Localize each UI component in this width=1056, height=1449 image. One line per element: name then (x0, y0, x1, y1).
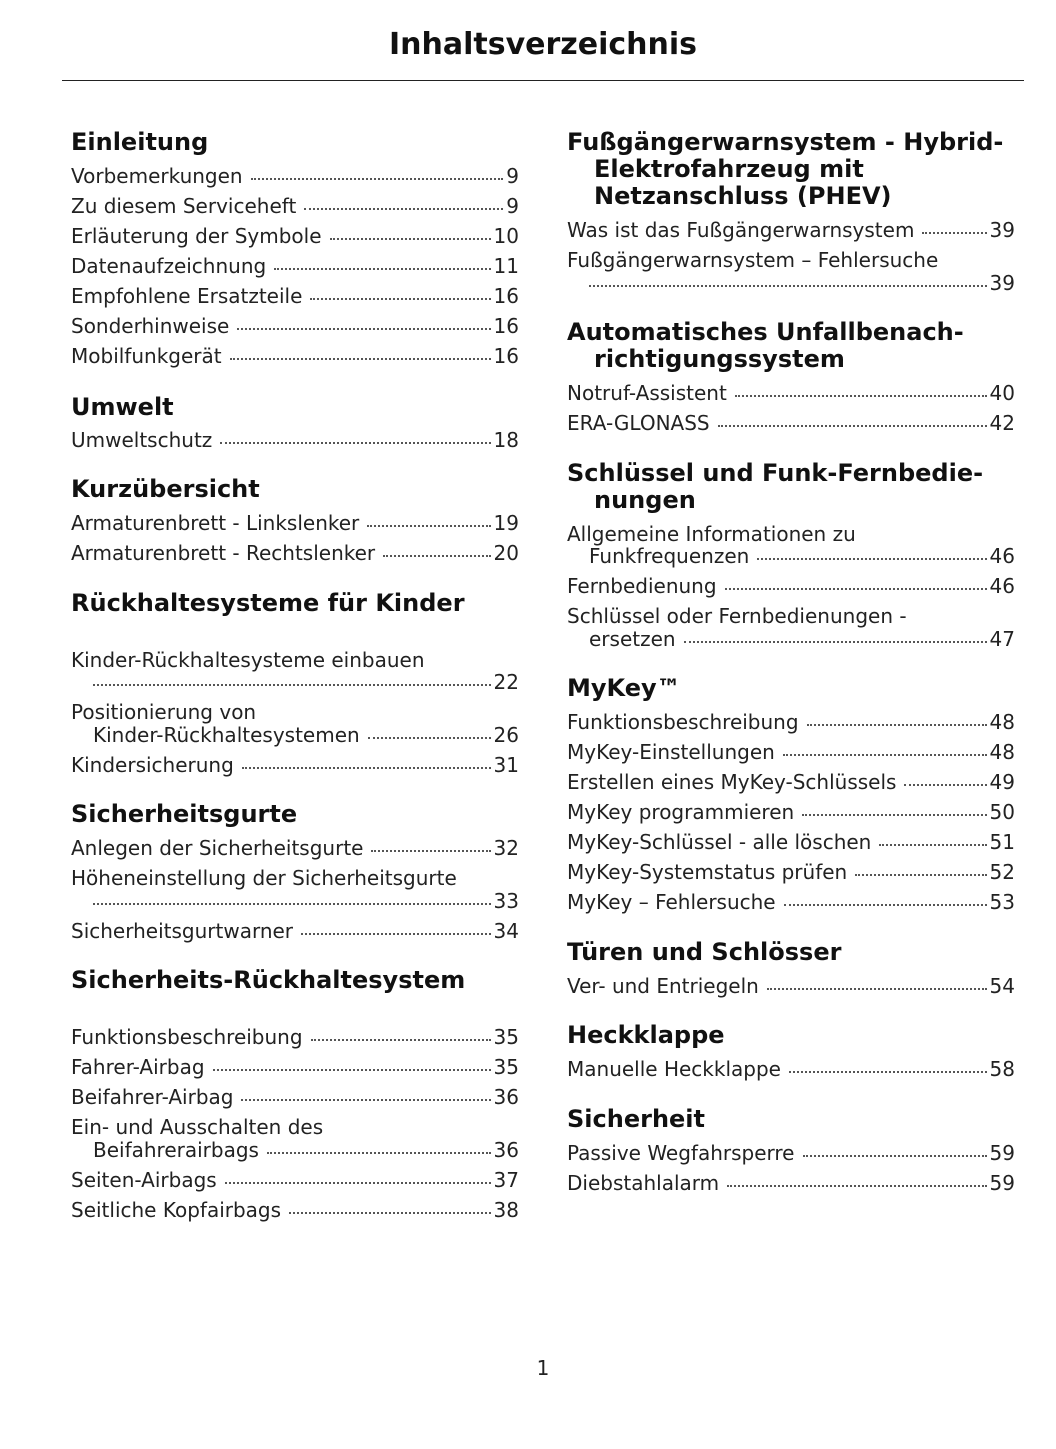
toc-entry[interactable] (567, 382, 1015, 405)
leader-dots (757, 558, 986, 560)
section-heading: Türen und Schlösser (567, 937, 842, 966)
leader-dots (922, 232, 986, 234)
toc-entry[interactable] (71, 649, 519, 694)
toc-entry-page: 59 (989, 1170, 1015, 1195)
toc-section (71, 476, 519, 565)
toc-entry-label: Ver- und Entriegeln (567, 973, 759, 998)
toc-entry[interactable] (567, 412, 1015, 435)
leader-dots (241, 1099, 490, 1101)
toc-entry[interactable] (567, 741, 1015, 764)
leader-dots (904, 784, 986, 786)
toc-entry-label: Umweltschutz (71, 427, 213, 452)
toc-entry-label: MyKey-Systemstatus prüfen (567, 860, 848, 884)
toc-entry[interactable] (71, 285, 519, 308)
toc-entry[interactable] (567, 861, 1015, 884)
toc-section (567, 460, 1015, 651)
leader-dots (311, 1039, 491, 1041)
toc-entry-page: 35 (493, 1025, 519, 1049)
title-divider (62, 80, 1024, 81)
toc-entry-label: Höheneinstellung der Sicherheitsgurte (71, 866, 457, 890)
toc-entry-label: MyKey-Schlüssel - alle löschen (567, 830, 872, 854)
toc-section (567, 939, 1015, 998)
toc-entry-label: Funktionsbeschreibung (71, 1025, 303, 1049)
toc-entry[interactable]: Positionierung von Kinder-Rückhaltesystemen 26 (71, 700, 519, 747)
leader-dots (802, 814, 986, 816)
section-heading: Fußgängerwarnsystem - Hybrid-Elektrofahrzeug mit Netzanschluss (PHEV) (567, 128, 1004, 210)
toc-section (71, 801, 519, 942)
toc-entry-label: Fußgängerwarnsystem – Fehlersuche (567, 248, 939, 272)
leader-dots (304, 208, 503, 210)
leader-dots (230, 358, 491, 360)
toc-section (567, 675, 1015, 914)
toc-entry-label: Manuelle Heckklappe (567, 1057, 781, 1081)
toc-entry-label: Sicherheitsgurtwarner (71, 918, 294, 943)
toc-entry[interactable] (567, 575, 1015, 598)
toc-entry-label: Ein- und Ausschalten des (71, 1115, 324, 1139)
leader-dots (368, 737, 491, 739)
toc-entry-page: 59 (989, 1140, 1015, 1165)
toc-section (567, 1022, 1015, 1081)
toc-entry[interactable] (567, 975, 1015, 998)
toc-entry-label: MyKey-Einstellungen (567, 740, 775, 764)
page-title: Inhaltsverzeichnis (388, 27, 698, 62)
section-heading: Schlüssel und Funk-Fernbedie-nungen (567, 458, 984, 514)
toc-entry-page: 39 (989, 270, 1015, 295)
toc-column-right (567, 124, 1015, 1202)
leader-dots (289, 1212, 491, 1214)
toc-entry-page: 35 (493, 1055, 519, 1079)
toc-entry-label: ERA-GLONASS (567, 411, 710, 435)
toc-entry-label: Seitliche Kopfairbags (71, 1197, 282, 1222)
toc-entry-label: Mobilfunkgerät (71, 344, 222, 368)
leader-dots (718, 425, 987, 427)
toc-entry[interactable] (71, 429, 519, 452)
toc-entry-label: Diebstahlalarm (567, 1170, 720, 1195)
toc-section (567, 129, 1015, 294)
toc-section (71, 590, 519, 777)
toc-entry-label: MyKey – Fehlersuche (567, 890, 776, 914)
toc-entry[interactable] (567, 771, 1015, 794)
toc-entry[interactable] (71, 345, 519, 368)
toc-column-left (71, 124, 519, 1229)
leader-dots (267, 1152, 491, 1154)
toc-entry-label: Empfohlene Ersatzteile (71, 284, 303, 308)
toc-entry-label: Seiten-Airbags (71, 1167, 217, 1192)
toc-entry-page: 34 (493, 918, 519, 943)
toc-entry[interactable] (567, 1172, 1015, 1195)
toc-entry-page: 20 (493, 541, 519, 565)
leader-dots (225, 1182, 491, 1184)
toc-entry[interactable] (567, 831, 1015, 854)
toc-entry-label: Fahrer-Airbag (71, 1055, 205, 1079)
toc-entry[interactable] (71, 542, 519, 565)
toc-section (71, 129, 519, 368)
toc-entry-label: Erläuterung der Symbole (71, 224, 322, 248)
leader-dots (789, 1071, 987, 1073)
leader-dots (93, 903, 491, 905)
toc-entry-page: 16 (493, 284, 519, 308)
section-heading: Sicherheits-Rückhaltesystem (71, 966, 466, 994)
toc-entry-page: 39 (989, 218, 1015, 242)
toc-entry-page: 19 (493, 511, 519, 535)
leader-dots (310, 298, 490, 300)
toc-entry[interactable] (71, 920, 519, 943)
toc-entry-page: 18 (493, 427, 519, 452)
toc-entry[interactable] (567, 801, 1015, 824)
toc-entry-page: 54 (989, 973, 1015, 998)
toc-entry[interactable] (567, 711, 1015, 734)
leader-dots (589, 285, 987, 287)
toc-entry-page: 36 (493, 1137, 519, 1162)
toc-entry[interactable] (71, 837, 519, 860)
toc-entry-page: 52 (989, 860, 1015, 884)
section-heading: Umwelt (71, 392, 174, 421)
toc-entry-label: Armaturenbrett - Rechtslenker (71, 541, 376, 565)
toc-entry-label: Armaturenbrett - Linkslenker (71, 511, 360, 535)
section-heading: Sicherheit (567, 1104, 705, 1133)
toc-entry-page: 48 (989, 710, 1015, 734)
leader-dots (371, 850, 490, 852)
toc-entry[interactable] (71, 1026, 519, 1049)
toc-entry-page: 50 (989, 800, 1015, 824)
toc-entry[interactable] (71, 754, 519, 777)
toc-section (71, 967, 519, 1221)
leader-dots (383, 555, 490, 557)
leader-dots (367, 525, 490, 527)
toc-entry-page: 36 (493, 1085, 519, 1109)
toc-entry[interactable] (567, 891, 1015, 914)
toc-entry[interactable] (71, 315, 519, 338)
toc-entry-page: 22 (493, 670, 519, 694)
toc-entry-page: 58 (989, 1057, 1015, 1081)
toc-entry-page: 16 (493, 344, 519, 368)
toc-entry[interactable] (71, 1056, 519, 1079)
toc-entry-label: Fernbedienung (567, 574, 717, 598)
toc-entry-label: Notruf-Assistent (567, 381, 727, 405)
toc-entry-page: 51 (989, 830, 1015, 854)
toc-entry-label: Was ist das Fußgängerwarnsystem (567, 218, 915, 242)
toc-entry-label: Sonderhinweise (71, 314, 230, 338)
leader-dots (213, 1069, 491, 1071)
page-number: 1 (536, 1356, 550, 1380)
toc-entry-label: Beifahrer-Airbag (71, 1085, 234, 1109)
toc-entry-label: Vorbemerkungen (71, 164, 243, 188)
toc-entry-label: Datenaufzeichnung (71, 254, 267, 278)
leader-dots (784, 904, 987, 906)
toc-entry[interactable] (71, 1199, 519, 1222)
toc-entry[interactable] (567, 219, 1015, 242)
toc-entry-label: Allgemeine Informationen zu (567, 521, 856, 546)
leader-dots (684, 641, 987, 643)
toc-entry[interactable] (71, 255, 519, 278)
toc-entry-page: 9 (506, 164, 519, 188)
toc-entry-label: Erstellen eines MyKey-Schlüssels (567, 770, 897, 794)
toc-entry[interactable] (71, 512, 519, 535)
toc-entry[interactable] (71, 1169, 519, 1192)
toc-entry[interactable]: Schlüssel oder Fernbedienungen - ersetzen 47 (567, 604, 1015, 651)
toc-section (71, 394, 519, 452)
toc-entry[interactable] (567, 249, 1015, 294)
leader-dots (803, 1155, 987, 1157)
toc-entry-label: Passive Wegfahrsperre (567, 1140, 795, 1165)
toc-entry[interactable] (567, 1058, 1015, 1081)
toc-entry-page: 16 (493, 314, 519, 338)
toc-entry-page: 9 (506, 194, 519, 218)
toc-entry-label: Positionierung von (71, 700, 257, 724)
leader-dots (727, 1185, 986, 1187)
toc-entry-page: 11 (493, 254, 519, 278)
toc-entry-label: Zu diesem Serviceheft (71, 194, 297, 218)
toc-entry-page: 49 (989, 770, 1015, 794)
toc-entry-page: 37 (493, 1167, 519, 1192)
leader-dots (220, 442, 490, 444)
toc-section (567, 319, 1015, 435)
leader-dots (242, 767, 491, 769)
leader-dots (93, 684, 491, 686)
leader-dots (237, 328, 490, 330)
toc-entry[interactable] (71, 225, 519, 248)
toc-entry-page: 47 (989, 626, 1015, 651)
toc-entry-label: Kinder-Rückhaltesysteme einbauen (71, 647, 425, 672)
leader-dots (879, 844, 986, 846)
leader-dots (330, 238, 491, 240)
leader-dots (735, 395, 987, 397)
toc-entry[interactable]: Ein- und Ausschalten des Beifahrerairbags 36 (71, 1115, 519, 1162)
section-heading: Sicherheitsgurte (71, 800, 298, 828)
section-heading: Automatisches Unfallbenach-richtigungssystem (567, 318, 964, 373)
leader-dots (807, 724, 987, 726)
leader-dots (725, 588, 987, 590)
toc-entry-label: Kindersicherung (71, 752, 234, 777)
leader-dots (251, 178, 504, 180)
section-heading: MyKey™ (567, 674, 681, 702)
leader-dots (783, 754, 987, 756)
toc-entry-page: 38 (493, 1197, 519, 1222)
toc-entry-page: 42 (989, 411, 1015, 435)
toc-entry-page: 40 (989, 381, 1015, 405)
toc-entry[interactable] (71, 867, 519, 912)
toc-entry-page: 26 (493, 722, 519, 747)
toc-entry-page: 53 (989, 890, 1015, 914)
toc-entry-label: Schlüssel oder Fernbedienungen - (567, 604, 907, 628)
toc-entry[interactable] (71, 165, 519, 188)
toc-entry-page: 46 (989, 544, 1015, 568)
section-heading: Heckklappe (567, 1021, 725, 1049)
leader-dots (301, 933, 491, 935)
toc-entry[interactable]: Allgemeine Informationen zu Funkfrequenzen 46 (567, 521, 1015, 568)
toc-entry-page: 31 (493, 752, 519, 777)
toc-entry-page: 33 (493, 888, 519, 913)
toc-entry-page: 46 (989, 574, 1015, 598)
leader-dots (855, 874, 986, 876)
toc-section (567, 1106, 1015, 1195)
toc-entry[interactable] (71, 1086, 519, 1109)
toc-entry-label: MyKey programmieren (567, 800, 795, 824)
leader-dots (767, 988, 987, 990)
toc-entry-label: Anlegen der Sicherheitsgurte (71, 836, 364, 860)
toc-entry[interactable] (71, 195, 519, 218)
toc-entry-page: 48 (989, 740, 1015, 764)
leader-dots (274, 268, 490, 270)
toc-entry[interactable] (567, 1142, 1015, 1165)
section-heading: Kurzübersicht (71, 475, 260, 503)
toc-entry-label: Funktionsbeschreibung (567, 710, 799, 734)
section-heading: Einleitung (71, 128, 209, 156)
toc-entry-page: 10 (493, 224, 519, 248)
section-heading: Rückhaltesysteme für Kinder (71, 588, 465, 617)
toc-entry-page: 32 (493, 836, 519, 860)
